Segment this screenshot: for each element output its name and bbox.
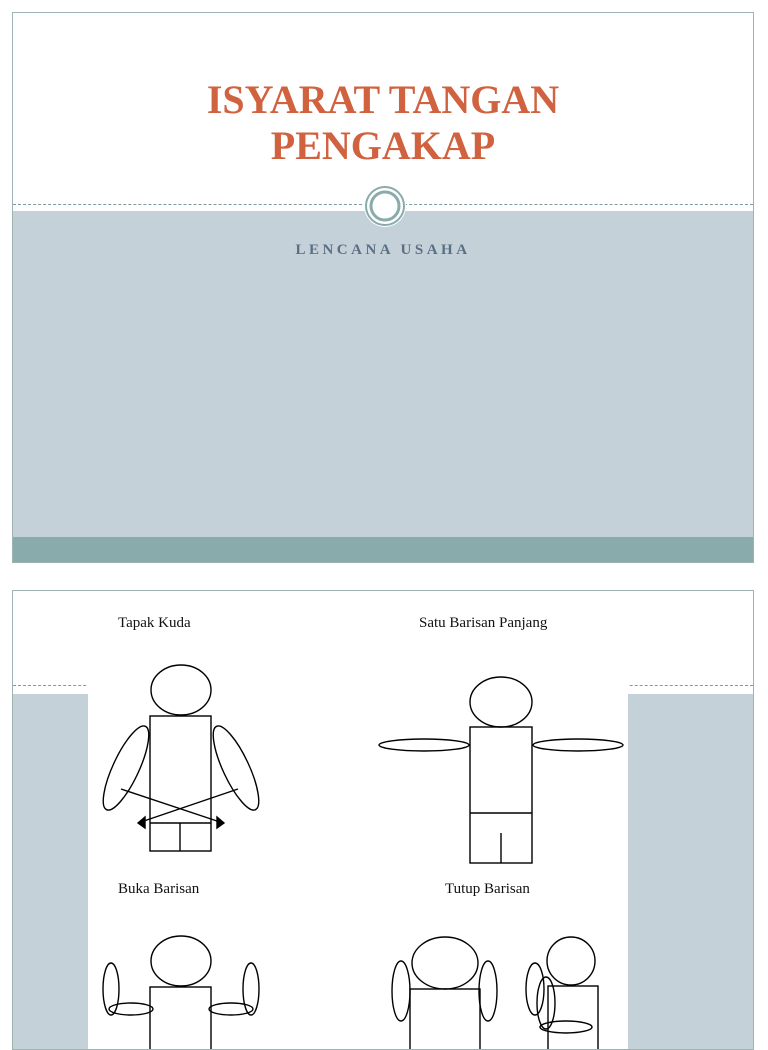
- slide-subtitle: LENCANA USAHA: [295, 242, 471, 258]
- title-line-1: ISYARAT TANGAN: [206, 77, 560, 122]
- figure-tutup-barisan: [392, 937, 598, 1050]
- title-slide: [12, 12, 754, 563]
- hand-signal-diagram: [88, 601, 628, 1050]
- label-buka-barisan: Buka Barisan: [118, 881, 200, 897]
- label-tapak-kuda: Tapak Kuda: [118, 615, 191, 631]
- label-satu-barisan-panjang: Satu Barisan Panjang: [419, 615, 548, 631]
- accent-bar: [13, 537, 753, 563]
- title-line-2: PENGAKAP: [270, 123, 496, 168]
- diagram-slide: [12, 590, 754, 1050]
- figure-buka-barisan: [103, 936, 259, 1050]
- figure-satu-barisan-panjang: [379, 677, 623, 863]
- slide-title: [13, 77, 753, 169]
- figure-tapak-kuda: [95, 665, 267, 851]
- label-tutup-barisan: Tutup Barisan: [445, 881, 530, 897]
- title-band: [13, 211, 753, 537]
- ring-icon: [364, 185, 406, 227]
